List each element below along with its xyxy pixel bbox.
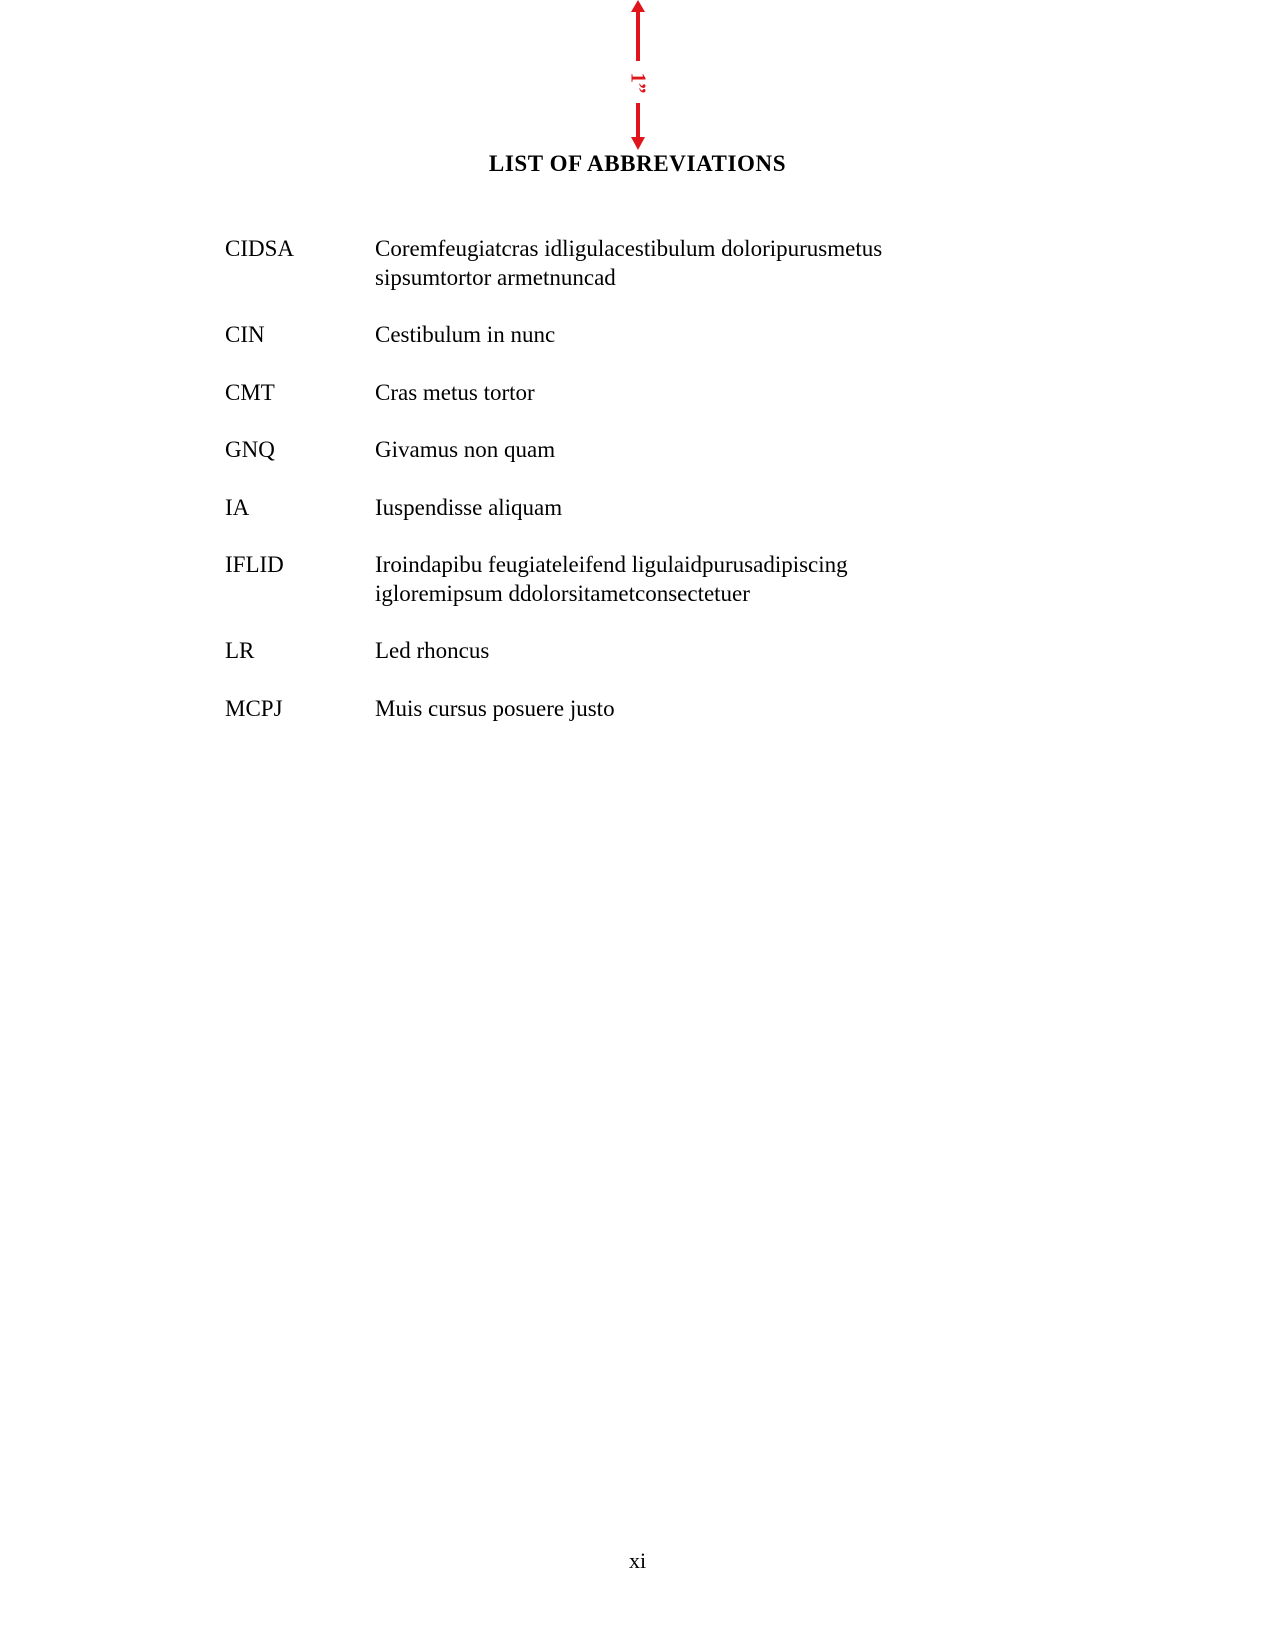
abbreviation-definition: Iroindapibu feugiateleifend ligulaidpurusadipiscing igloremipsum ddolorsitametconsectetuer: [375, 552, 848, 606]
abbreviation-term: IFLID: [225, 552, 284, 577]
abbreviation-row: [225, 379, 1065, 408]
abbreviation-definition: Cras metus tortor: [375, 379, 535, 405]
abbreviation-term: GNQ: [225, 437, 275, 462]
abbreviation-definition: Cestibulum in nunc: [375, 322, 556, 347]
abbreviation-term: LR: [225, 638, 255, 663]
abbreviation-term: MCPJ: [225, 695, 283, 721]
one-inch-margin-indicator: [618, 0, 658, 150]
abbreviation-definition: Coremfeugiatcras idligulacestibulum doloripurusmetus sipsumtortor armetnuncad: [375, 236, 883, 290]
abbreviation-definition: Led rhoncus: [375, 638, 490, 663]
abbreviation-row: [225, 321, 1065, 350]
abbreviation-row: [225, 637, 1065, 666]
page-number: xi: [628, 1548, 647, 1573]
abbreviation-term: CIDSA: [225, 236, 295, 261]
abbreviation-definition: Givamus non quam: [375, 437, 556, 462]
abbreviation-definition: Muis cursus posuere justo: [375, 695, 615, 721]
abbreviation-list: [225, 235, 1065, 752]
abbreviation-row: [225, 235, 1065, 292]
abbreviation-definition: Iuspendisse aliquam: [375, 494, 563, 520]
margin-label: 1”: [626, 72, 651, 94]
abbreviation-row: [225, 551, 1065, 608]
abbreviation-term: IA: [225, 494, 250, 520]
abbreviation-term: CMT: [225, 379, 275, 405]
abbreviation-row: [225, 494, 1065, 523]
abbreviation-row: [225, 695, 1065, 724]
abbreviation-term: CIN: [225, 322, 265, 347]
page-title: LIST OF ABBREVIATIONS: [488, 151, 787, 176]
abbreviation-row: [225, 436, 1065, 465]
